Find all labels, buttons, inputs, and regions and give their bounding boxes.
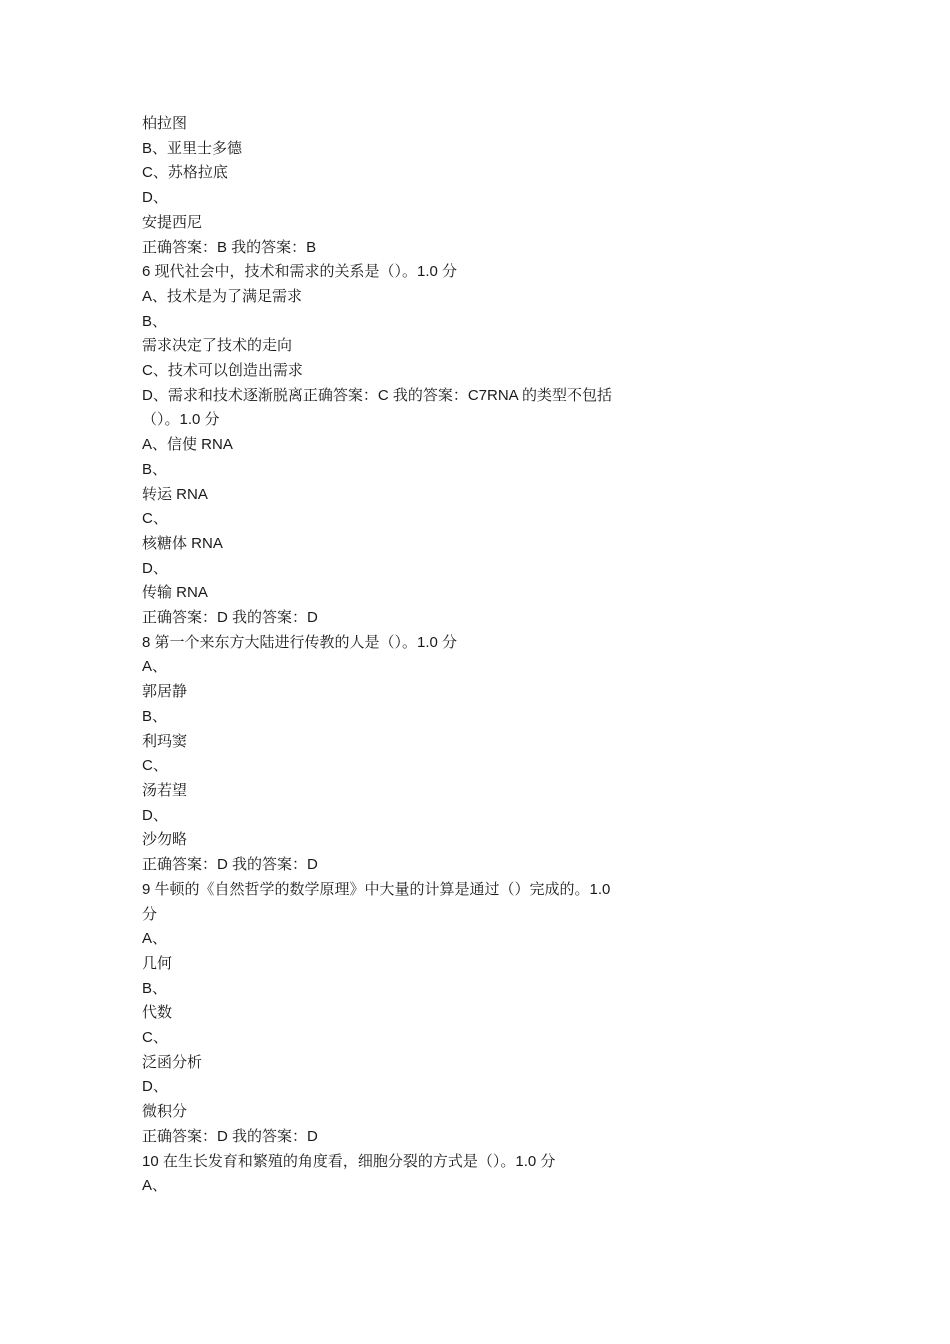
text-line: C、苏格拉底 [142, 164, 228, 182]
text-line: A、 [142, 1177, 168, 1195]
text-line: 安提西尼 [142, 213, 203, 231]
text-line: D、 [142, 189, 168, 207]
text-line: 汤若望 [142, 781, 188, 799]
text-line: 几何 [142, 954, 173, 972]
text-line: D、 [142, 559, 168, 577]
text-line: （）。1.0 分 [142, 411, 220, 429]
text-line: 转运 RNA [142, 485, 208, 503]
text-line: D、 [142, 806, 168, 824]
text-line: B、 [142, 707, 168, 725]
text-line: 6 现代社会中，技术和需求的关系是（）。1.0 分 [142, 263, 458, 281]
text-line: 分 [142, 905, 158, 923]
text-line: A、技术是为了满足需求 [142, 287, 303, 305]
text-line: A、信使 RNA [142, 436, 233, 454]
text-line: 正确答案：D 我的答案：D [142, 609, 318, 627]
text-line: 沙勿略 [142, 831, 188, 849]
text-line: D、需求和技术逐渐脱离正确答案：C 我的答案：C7RNA 的类型不包括 [142, 386, 613, 404]
text-line: C、技术可以创造出需求 [142, 362, 303, 380]
text-line: 需求决定了技术的走向 [142, 337, 293, 355]
text-line: 10 在生长发育和繁殖的角度看，细胞分裂的方式是（）。1.0 分 [142, 1152, 556, 1170]
text-line: 利玛窦 [142, 732, 188, 750]
text-line: B、 [142, 460, 168, 478]
text-line: C、 [142, 510, 168, 528]
text-line: B、亚里士多德 [142, 139, 243, 157]
text-line: 9 牛顿的《自然哲学的数学原理》中大量的计算是通过（）完成的。1.0 [142, 880, 611, 898]
text-line: 8 第一个来东方大陆进行传教的人是（）。1.0 分 [142, 633, 458, 651]
text-line: 泛函分析 [142, 1053, 203, 1071]
text-line: 正确答案：D 我的答案：D [142, 856, 318, 874]
text-line: 正确答案：D 我的答案：D [142, 1127, 318, 1145]
text-line: B、 [142, 312, 168, 330]
text-line: C、 [142, 1029, 168, 1047]
text-line: A、 [142, 930, 168, 948]
text-line: 正确答案：B 我的答案：B [142, 238, 317, 256]
text-line: C、 [142, 757, 168, 775]
document-body [142, 112, 702, 1199]
text-line: 微积分 [142, 1103, 188, 1121]
text-line: 核糖体 RNA [142, 534, 223, 552]
text-line: D、 [142, 1078, 168, 1096]
text-line: 传输 RNA [142, 584, 208, 602]
text-line: B、 [142, 979, 168, 997]
text-line: A、 [142, 658, 168, 676]
text-line: 代数 [142, 1004, 173, 1022]
text-line: 郭居静 [142, 683, 188, 701]
text-line: 柏拉图 [142, 115, 188, 132]
